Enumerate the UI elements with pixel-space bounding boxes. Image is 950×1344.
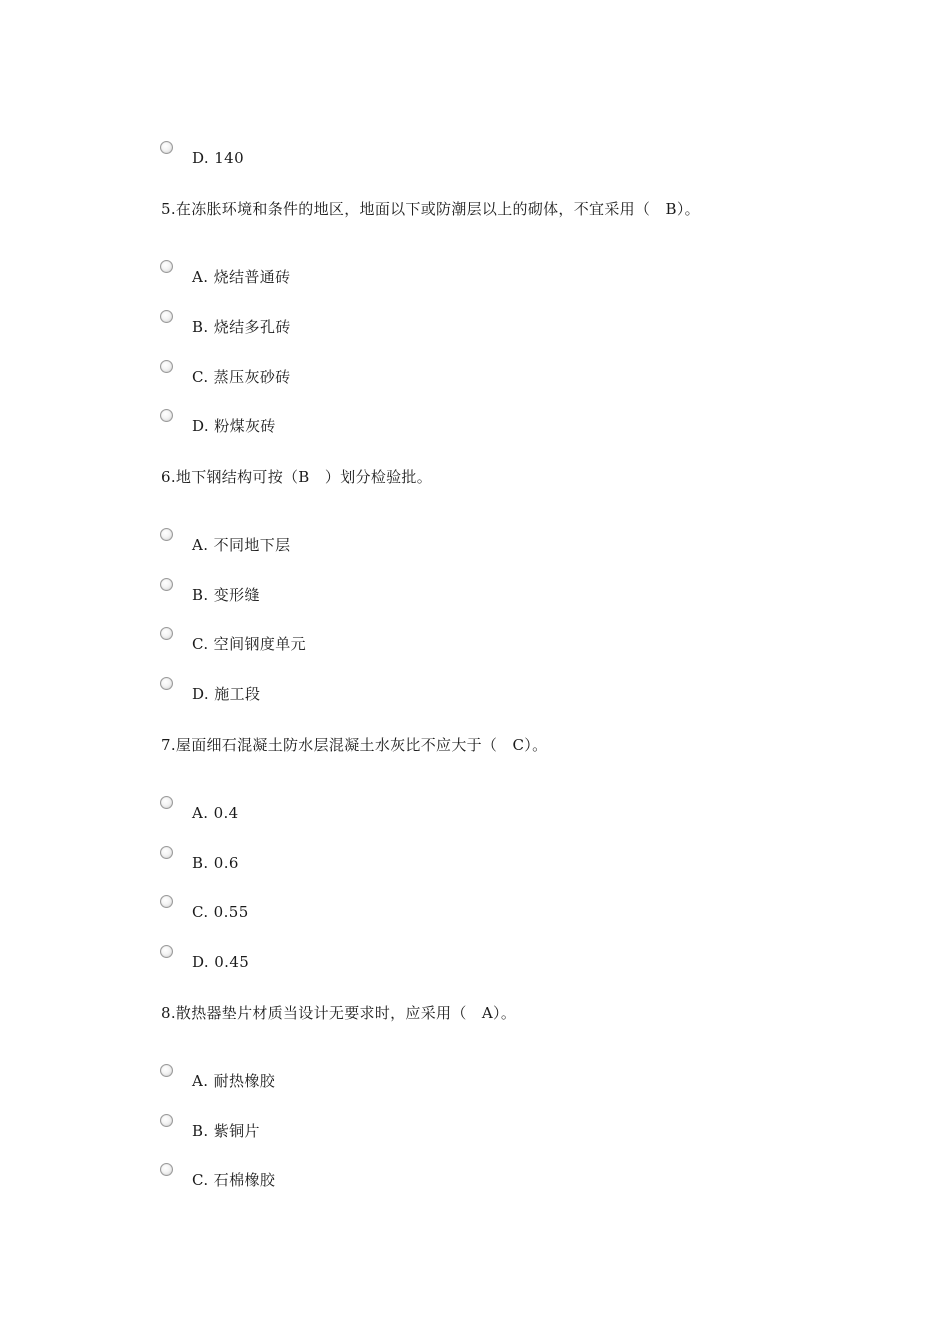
option-label: A. 不同地下层 — [192, 536, 291, 554]
radio-button[interactable] — [160, 796, 173, 809]
question-8: 8.散热器垫片材质当设计无要求时，应采用（ A）。 — [161, 1004, 517, 1022]
radio-button[interactable] — [160, 360, 173, 373]
option-label: A. 烧结普通砖 — [192, 268, 291, 286]
q8-option-b[interactable] — [160, 1114, 260, 1138]
option-label: B. 紫铜片 — [192, 1122, 260, 1140]
option-label: A. 0.4 — [192, 804, 239, 822]
option-label: C. 石棉橡胶 — [192, 1171, 276, 1189]
option-label: C. 0.55 — [192, 903, 249, 921]
radio-button[interactable] — [160, 260, 173, 273]
q4-option-d[interactable] — [160, 141, 244, 165]
option-label: D. 0.45 — [192, 953, 250, 971]
radio-button[interactable] — [160, 1064, 173, 1077]
option-label: D. 施工段 — [192, 685, 261, 703]
option-label: D. 140 — [192, 149, 245, 167]
option-label: C. 蒸压灰砂砖 — [192, 368, 291, 386]
option-label: C. 空间钢度单元 — [192, 635, 307, 653]
question-6: 6.地下钢结构可按（B ）划分检验批。 — [161, 468, 433, 486]
radio-button[interactable] — [160, 846, 173, 859]
q6-option-a[interactable] — [160, 528, 291, 552]
q6-option-c[interactable] — [160, 627, 306, 651]
option-label: B. 烧结多孔砖 — [192, 318, 291, 336]
radio-button[interactable] — [160, 528, 173, 541]
q7-option-c[interactable] — [160, 895, 249, 919]
radio-button[interactable] — [160, 895, 173, 908]
q5-option-c[interactable] — [160, 360, 291, 384]
q5-option-b[interactable] — [160, 310, 291, 334]
q5-option-a[interactable] — [160, 260, 291, 284]
question-7: 7.屋面细石混凝土防水层混凝土水灰比不应大于（ C）。 — [161, 736, 548, 754]
radio-button[interactable] — [160, 627, 173, 640]
radio-button[interactable] — [160, 677, 173, 690]
q8-option-c[interactable] — [160, 1163, 275, 1187]
question-5: 5.在冻胀环境和条件的地区，地面以下或防潮层以上的砌体，不宜采用（ B）。 — [161, 200, 700, 218]
q5-option-d[interactable] — [160, 409, 276, 433]
q8-option-a[interactable] — [160, 1064, 275, 1088]
q6-option-b[interactable] — [160, 578, 260, 602]
q7-option-b[interactable] — [160, 846, 239, 870]
radio-button[interactable] — [160, 310, 173, 323]
option-label: D. 粉煤灰砖 — [192, 417, 276, 435]
q7-option-d[interactable] — [160, 945, 249, 969]
option-label: B. 变形缝 — [192, 586, 260, 604]
radio-button[interactable] — [160, 409, 173, 422]
q7-option-a[interactable] — [160, 796, 239, 820]
radio-button[interactable] — [160, 1163, 173, 1176]
radio-button[interactable] — [160, 945, 173, 958]
option-label: A. 耐热橡胶 — [192, 1072, 276, 1090]
radio-button[interactable] — [160, 1114, 173, 1127]
q6-option-d[interactable] — [160, 677, 260, 701]
option-label: B. 0.6 — [192, 854, 239, 872]
radio-button[interactable] — [160, 578, 173, 591]
radio-button[interactable] — [160, 141, 173, 154]
